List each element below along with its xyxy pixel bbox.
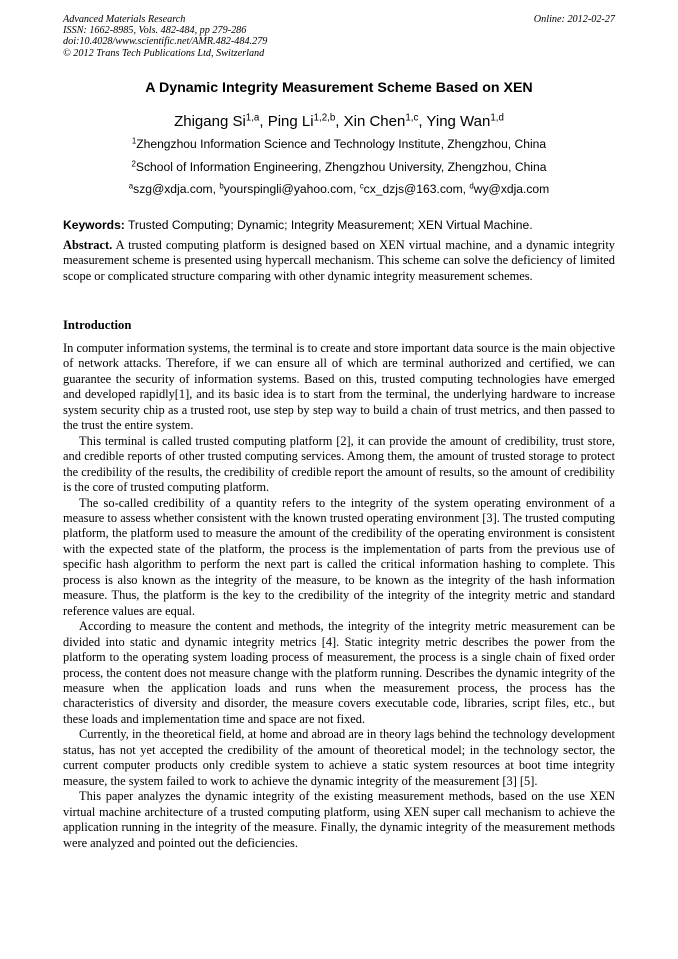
paragraph: The so-called credibility of a quantity refers to the integrity of the system operating environment of a measure to assess whether consistent with the known trusted operating environment [3]. The trusted computing platform, the platform used to measure the amount of the credibility of the operating environment is consistent with the expected state of the platform, the process is the implementation of parts from the previous use of specific hash algorithm to perform the next part is called the critical information hashing to complete. This process is also known as the integrity of the measure, to be known as the integrity of the hash information measure. Thus, the platform is the key to the credibility of the integrity of the integrity metric and standard reference values are equal. [63, 495, 615, 618]
author-name: Xin Chen [343, 113, 406, 130]
author-name: Zhigang Si [174, 113, 246, 130]
doi-line[interactable]: doi:10.4028/www.scientific.net/AMR.482-484.279 [63, 36, 268, 48]
paragraph: This terminal is called trusted computing platform [2], it can provide the amount of credibility, trust store, and credible reports of other trusted computing services. Among them, the amount of trusted storage to protect the credibility of the results, the credibility of credible report the amount of results, so the amount of credibility is the core of trusted computing platform. [63, 433, 615, 495]
keywords [63, 218, 615, 232]
email-link[interactable]: cx_dzjs@163.com [363, 182, 463, 196]
section-heading-introduction: Introduction [63, 318, 132, 332]
paragraph: This paper analyzes the dynamic integrity of the existing measurement methods, based on the use XEN virtual machine architecture of a trusted computing platform, using XEN super call mechanism to achieve the application running in the integrity of the measure. Finally, the dynamic integrity of the measurement methods were analyzed and pointed out the deficiencies. [63, 789, 615, 850]
affiliation-2: $^2$School of Information Engineering, Zhengzhou University, Zhengzhou, China [131, 159, 547, 174]
abstract-label: Abstract. [63, 238, 113, 252]
introduction-body [63, 341, 615, 851]
author-sup: 1,2,b [313, 112, 336, 124]
author-list: Zhigang Si$^{1,a}$, Ping Li$^{1,2,b}$, Xin Chen$^{1,c}$, Ying Wan$^{1,d}$ [174, 112, 504, 130]
author-name: Ping Li [267, 113, 314, 130]
paragraph: In computer information systems, the terminal is to create and store important data source is the main objective of network attacks. Therefore, if we can ensure all of which are terminal authorized and certified, we can guarantee the security of information systems. Based on this, trusted computing technologies have emerged and developed rapidly[1], and its basic idea is to start from the terminal, the underlying hardware to increase system security chip as a trusted root, use step by step way to build a chain of trust metrics, and then passed to the trust the entire system. [63, 341, 615, 433]
journal-name: Advanced Materials Research [63, 14, 186, 25]
author-name: Ying Wan [426, 113, 491, 130]
copyright-line: © 2012 Trans Tech Publications Ltd, Switzerland [63, 47, 265, 59]
abstract-text: A trusted computing platform is designed based on XEN virtual machine, and a dynamic integrity measurement scheme is presented using hypercall mechanism. This scheme can solve the deficiency of limited scope or complicated structure comparing with other dynamic integrity measurement schemes. [63, 238, 615, 283]
email-link[interactable]: szg@xdja.com [133, 182, 213, 196]
keywords-text: Trusted Computing; Dynamic; Integrity Measurement; XEN Virtual Machine. [127, 218, 533, 232]
abstract [63, 238, 615, 284]
affiliation-1: $^1$Zhengzhou Information Science and Technology Institute, Zhengzhou, China [131, 136, 547, 151]
issn-line: ISSN: 1662-8985, Vols. 482-484, pp 279-286 [63, 25, 247, 37]
author-sup: 1,c [405, 112, 419, 124]
paper-title: A Dynamic Integrity Measurement Scheme Based on XEN [145, 80, 533, 96]
email-link[interactable]: yourspingli@yahoo.com [223, 182, 353, 196]
author-sup: 1,a [245, 112, 260, 124]
keywords-label: Keywords: [63, 218, 125, 232]
author-sup: 1,d [490, 112, 504, 124]
journal-header [63, 14, 267, 59]
online-date: Online: 2012-02-27 [533, 14, 615, 25]
paragraph: According to measure the content and methods, the integrity of the integrity metric measurement can be divided into static and dynamic integrity metrics [4]. Static integrity metric describes the power from the platform to the operating system loading process of measurement, the process is a single chain of fixed order process, the content does not measure change with the platform running. Describes the dynamic integrity of the measure when the application loads and runs when the measurement process, the process has the characteristics of diversity and disorder, the measure covers executable code, libraries, script files, etc., but these loads and implementation time and space are not fixed. [63, 619, 615, 726]
paragraph: Currently, in the theoretical field, at home and abroad are in theory lags behind the technology development status, has not yet accepted the credibility of the amount of theoretical model; in the technology sector, the current computer products only credible system to achieve a static system resources at boot time integrity measure, the system failed to work to achieve the dynamic integrity of the measurement [3] [5]. [63, 727, 615, 788]
email-list: $^a$szg@xdja.com, $^b$yourspingli@yahoo.com, $^c$cx_dzjs@163.com, $^d$wy@xdja.com [128, 181, 550, 196]
email-link[interactable]: wy@xdja.com [473, 182, 550, 196]
